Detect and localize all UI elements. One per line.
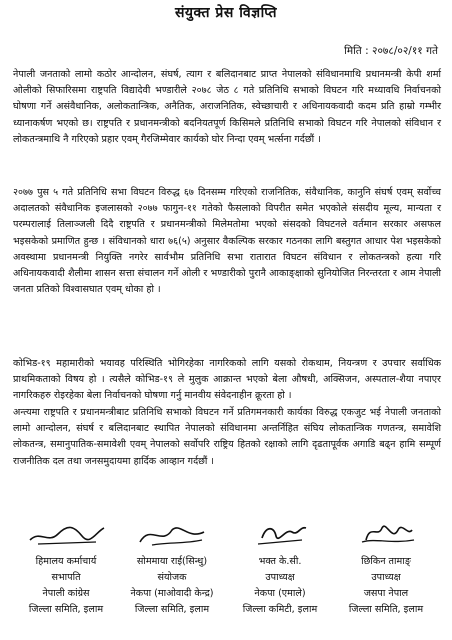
release-date: मिति : २०७८/०२/११ गते: [344, 45, 438, 57]
signatory-2: [118, 518, 226, 618]
signatory-office: जिल्ला समिति, इलाम: [134, 604, 210, 615]
signatory-party: नेपाली कांग्रेस: [42, 588, 90, 599]
signatory-office: जिल्ला समिति, इलाम: [348, 604, 424, 615]
signatory-role: उपाध्यक्ष: [371, 572, 401, 583]
signature-scribble-3: [240, 518, 320, 550]
signatory-role: उपाध्यक्ष: [265, 572, 295, 583]
signatory-party: नेकपा (माओवादी केन्द्र): [130, 588, 214, 599]
signatory-role: सभापति: [51, 572, 81, 583]
signatory-name: हिमालय कर्माचार्य: [35, 556, 97, 567]
paragraph-1: नेपाली जनताको लामो कठोर आन्दोलन, संघर्ष, त्याग र बलिदानबाट प्राप्त नेपालको संविधानमाथि प्रधानमन्त्री केपी शर्मा ओलीको सिफारिसमा राष्ट्रपति विद्यादेवी भण्डारीले २०७८ जेठ ८ गते प्रतिनिधि सभाको विघटन गरि मध्यावधि निर्वाचनको घोषणा गर्ने असंवैधानिक, अलोकतान्त्रिक, अनैतिक, अराजनितिक, स्वेच्छाचारी र अधिनायकवादी कदम प्रति हाम्रो गम्भीर ध्यानाकर्षण भएको छ। राष्ट्रपति र प्रधानमन्त्रीको बदनियतपूर्ण किसिमले प्रतिनिधि सभाको विघटन गरि नेपालको संविधान र लोकतन्त्रमाथि नै गरिएको प्रहार एवम् गैरजिम्मेवार कार्यको घोर निन्दा एवम् भर्त्सना गर्दछौं ।: [13, 69, 441, 145]
signatory-role: संयोजक: [157, 572, 187, 583]
signatory-name: भक्त के.सी.: [258, 556, 302, 567]
paragraph-4: अन्त्यमा राष्ट्रपति र प्रधानमन्त्रीबाट प्रतिनिधि सभाको विघटन गर्ने प्रतिगमनकारी कार्यका विरुद्ध एकजुट भई नेपाली जनताको लामो आन्दोलन, संघर्ष र बलिदानबाट स्थापित नेपालको संविधानमा अन्तर्निहित संघिय लोकतान्त्रिक गणतन्त्र, समावेशि लोकतन्त्र, समानुपातिक-समावेशी एवम् नेपालको सर्वोपरि राष्ट्रिय हितको रक्षाको लागि दृढतापूर्वक अगाडि बढ्न हामि सम्पूर्ण राजनीतिक दल तथा जनसमुदायमा हार्दिक आव्हान गर्दछौं ।: [13, 407, 441, 467]
press-release-title: संयुक्त प्रेस विज्ञप्ति: [174, 5, 278, 21]
signatory-3: [226, 518, 334, 618]
signatory-4: [332, 518, 440, 618]
signatures-block: [0, 518, 452, 638]
signature-scribble-1: [26, 518, 106, 550]
paragraph-2: २०७७ पुस ५ गते प्रतिनिधि सभा विघटन विरुद्ध ६७ दिनसम्म गरिएको राजनितिक, संवैधानिक, कानुनि संघर्ष एवम् सर्वोच्च अदालतको संवैधानिक इजलासको २०७७ फागुन-११ गतेको फैसलाको विपरीत समेत भएकोले संसदीय मूल्य, मान्यता र परम्परालाई तिलाञ्जली दिदै राष्ट्रपति र प्रधानमन्त्रीको मिलेमतोमा भएको संसदको विघटनले वर्तमान सरकार असफल भइसकेको प्रमाणित हुन्छ । संविधानको धारा ७६(५) अनुसार वैकल्पिक सरकार गठनका लागि बस्तुगत आधार पेश भइसकेको अवस्थामा प्रधानमन्त्री नियुक्ति नगरेर सार्वभौम प्रतिनिधि सभा रातारात विघटन संविधान र लोकतन्त्रको हत्या गरि अधिनायकवादी शैलीमा शासन सत्ता संचालन गर्ने ओली र भण्डारीको पुरानै आकाङ्क्षाको सुनियोजित निरन्तरता र आम नेपाली जनता प्रतिको विश्वासघात एवम् धोका हो ।: [13, 187, 441, 296]
signatory-party: नेकपा (एमाले): [254, 588, 306, 599]
paragraph-3: कोभिड-१९ महामारीको भयावह परिस्थिति भोगिरहेका नागरिकको लागि यसको रोकथाम, नियन्त्रण र उपचार सर्वाधिक प्राथमिकताको विषय हो । त्यसैले कोभिड-१९ ले मुलुक आक्रान्त भएको बेला औषधी, अक्सिजन, अस्पताल-शैया नपाएर नागरिकहरु रोइरहेका बेला निर्वाचनको घोषणा गर्नु मानवीय संवेदनाहीन क्रूरता हो ।: [13, 358, 441, 402]
signatory-1: [12, 518, 120, 618]
signatory-office: जिल्ला कमिटी, इलाम: [242, 604, 318, 615]
signatory-office: जिल्ला समिति, इलाम: [28, 604, 104, 615]
signature-scribble-4: [346, 518, 426, 550]
signature-scribble-2: [132, 518, 212, 550]
signatory-name: सोममाया राई(सिन्धु): [136, 556, 208, 567]
signatory-name: छिकिन तामाङ्: [361, 556, 411, 567]
signatory-party: जसपा नेपाल: [363, 588, 409, 599]
